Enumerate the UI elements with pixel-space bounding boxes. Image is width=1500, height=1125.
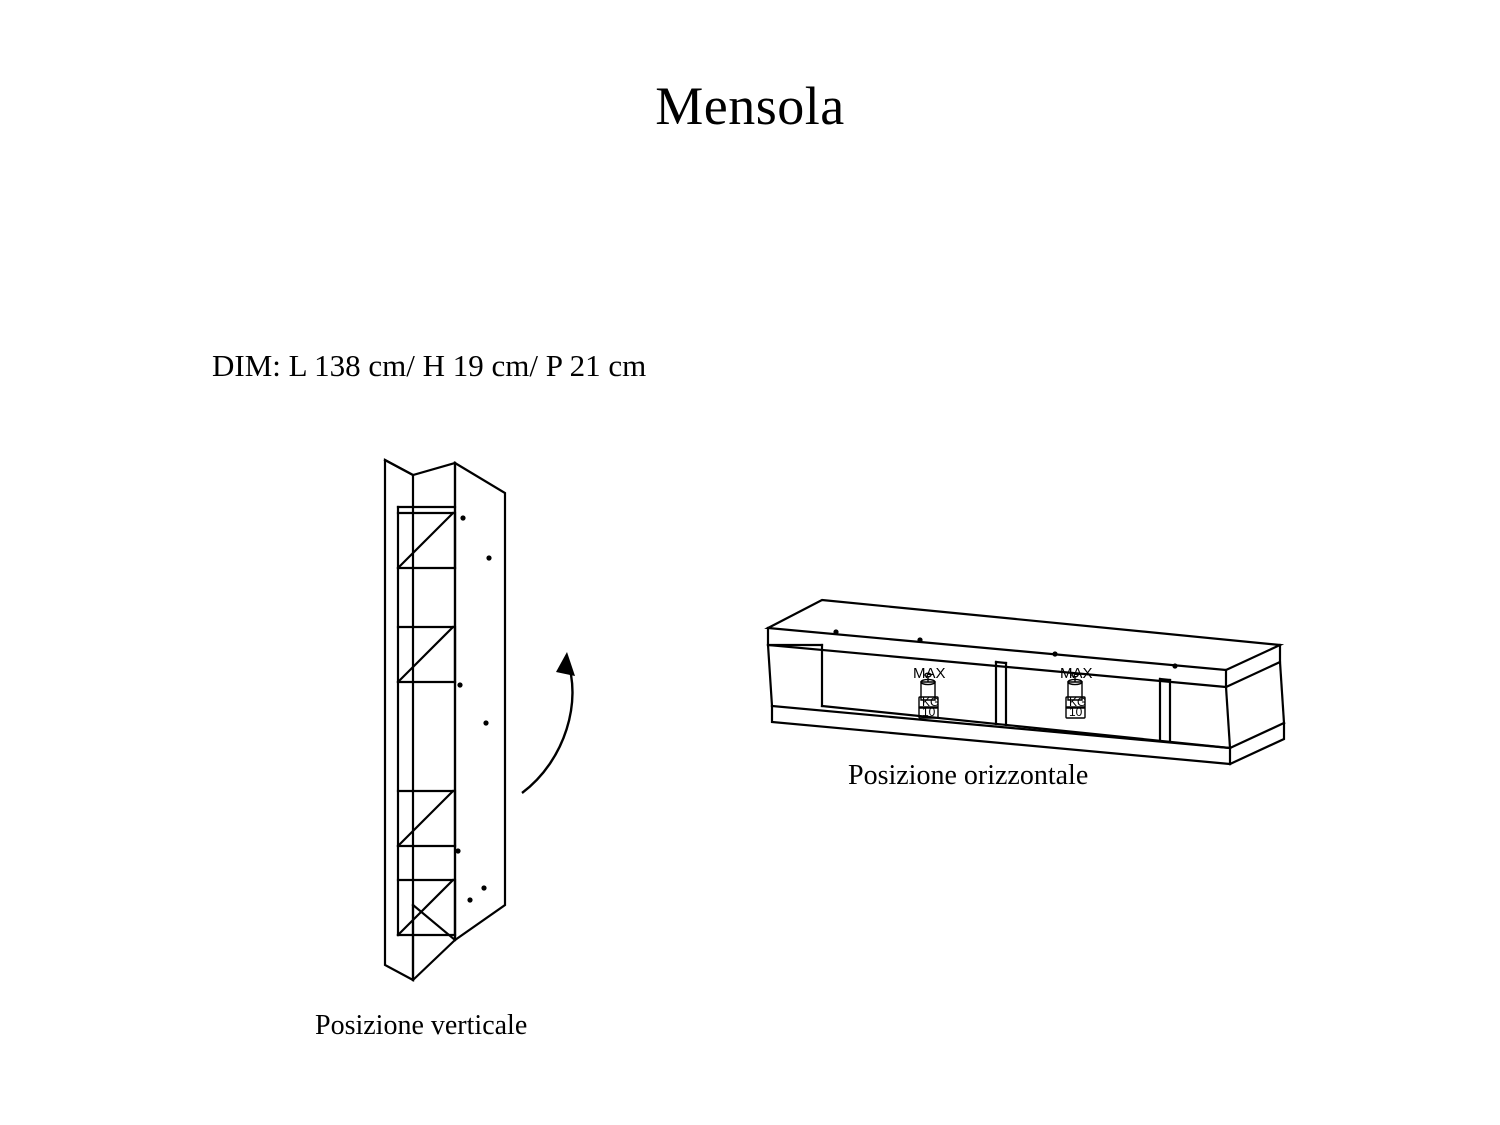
load-label-2 bbox=[1060, 665, 1093, 719]
load-label-2-value: 10 bbox=[1069, 705, 1083, 719]
load-label-1-unit: KG bbox=[922, 695, 940, 709]
dimensions-text: DIM: L 138 cm/ H 19 cm/ P 21 cm bbox=[212, 348, 647, 383]
vertical-shelf-figure bbox=[385, 460, 505, 980]
horizontal-shelf-figure bbox=[768, 600, 1284, 764]
load-label-1-value: 10 bbox=[922, 705, 936, 719]
page-title: Mensola bbox=[655, 76, 845, 136]
rotation-arrow bbox=[522, 652, 575, 793]
load-label-2-unit: KG bbox=[1069, 695, 1087, 709]
load-label-2-max: MAX bbox=[1060, 665, 1093, 682]
vertical-position-caption: Posizione verticale bbox=[315, 1010, 528, 1041]
horizontal-position-caption: Posizione orizzontale bbox=[848, 760, 1089, 791]
load-label-1-max: MAX bbox=[913, 665, 946, 682]
load-label-1 bbox=[913, 665, 946, 719]
